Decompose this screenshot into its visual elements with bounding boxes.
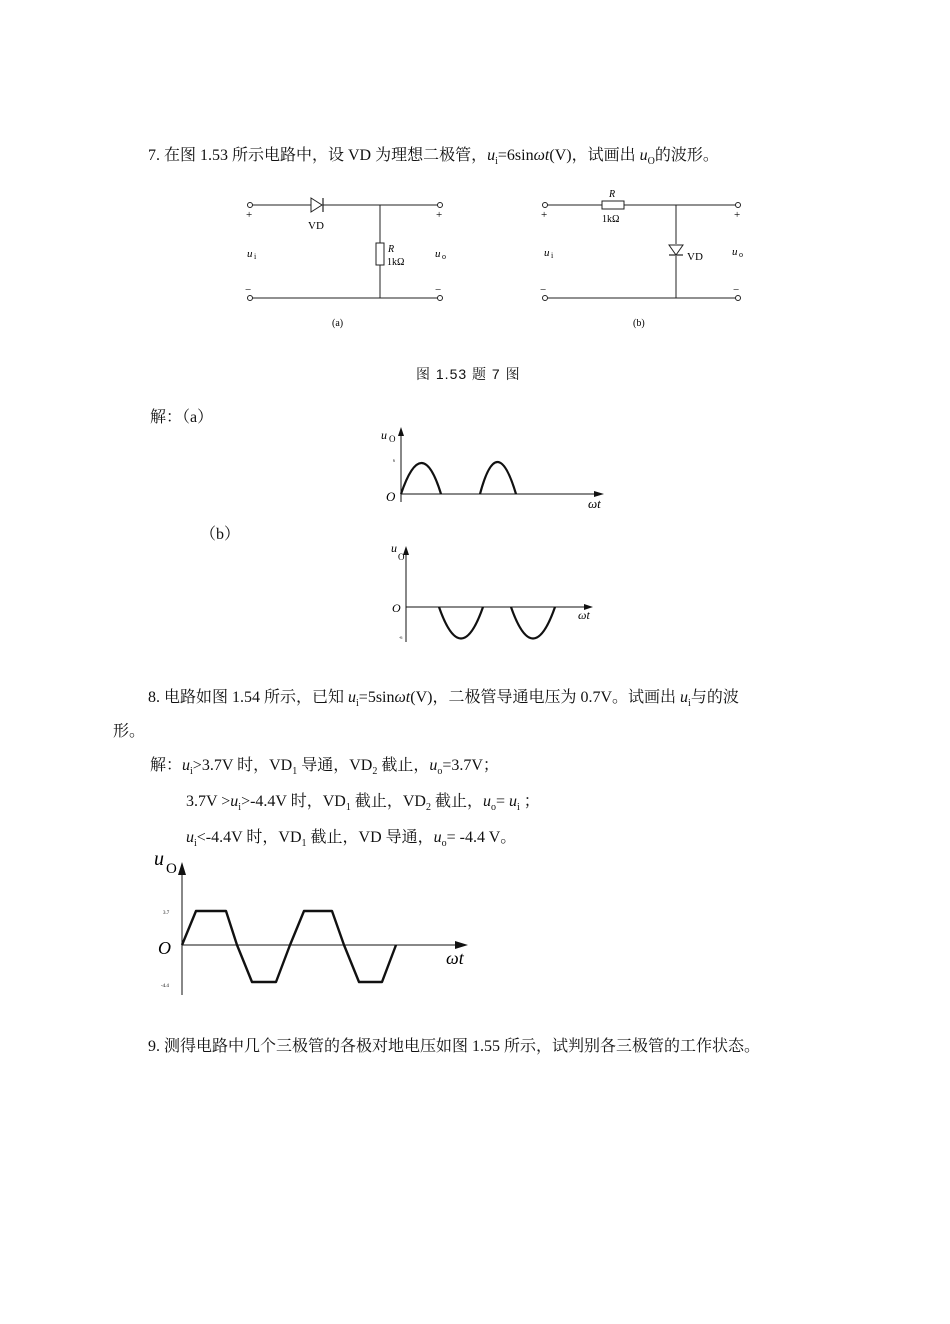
waveform-b — [383, 540, 605, 645]
diode-label: VD — [308, 220, 324, 232]
waveform-a — [378, 424, 610, 514]
terminal — [543, 203, 548, 208]
diode-symbol — [669, 245, 683, 255]
y-axis-label: u — [154, 848, 164, 870]
subfigure-caption: (a) — [332, 318, 344, 329]
y-tick-label: -6 — [399, 635, 403, 640]
y-axis-label: u — [391, 541, 397, 555]
plus-sign: + — [541, 209, 548, 221]
solution-8-line-3: $u_i<-4.4V$ 时，$VD_1$ 截止，VD 导通，$u_o= -4.4$ V。 — [186, 829, 517, 850]
figure-caption: 图 1.53 题 7 图 — [416, 366, 521, 382]
svg-text:i: i — [254, 252, 257, 261]
minus-sign: − — [540, 284, 547, 296]
svg-text:o: o — [739, 250, 743, 259]
y-tick-label-high: 3.7 — [163, 911, 170, 916]
circuit-diagram-b — [533, 185, 758, 335]
resistor-label: R — [609, 189, 616, 200]
problem-8-continuation: 形。 — [113, 723, 146, 740]
terminal — [438, 296, 443, 301]
problem-9-statement: 9. 测得电路中几个三极管的各极对地电压如图 1.55 所示，试判别各三极管的工作状态。 — [148, 1038, 761, 1055]
diode-symbol — [311, 198, 323, 212]
problem-7-statement: 7. 在图 1.53 所示电路中，设 VD 为理想二极管，$u_i=6\sin\omega t(V)$，试画出 $u_O$的波形。 — [148, 147, 719, 168]
plus-sign: + — [436, 209, 443, 221]
y-axis-arrow — [398, 427, 404, 436]
x-axis-label: ωt — [578, 608, 590, 622]
terminal — [248, 296, 253, 301]
svg-text:i: i — [551, 251, 554, 260]
terminal — [248, 203, 253, 208]
resistor-symbol — [376, 243, 384, 265]
diode-label: VD — [687, 251, 703, 263]
svg-text:o: o — [442, 252, 446, 261]
resistor-label: R — [388, 244, 395, 255]
resistor-symbol — [602, 201, 624, 209]
svg-text:O: O — [389, 434, 396, 444]
problem-number: 8. — [148, 689, 160, 706]
origin-label: O — [392, 601, 401, 615]
waveform-curve — [439, 607, 555, 639]
minus-sign: − — [733, 284, 740, 296]
input-label: u — [247, 248, 253, 260]
plus-sign: + — [734, 209, 741, 221]
origin-label: O — [158, 938, 171, 958]
resistor-value: 1kΩ — [387, 257, 405, 268]
y-axis-label: u — [381, 428, 387, 442]
output-label: u — [435, 248, 441, 260]
minus-sign: − — [245, 284, 252, 296]
solution-label-a: 解：（a） — [150, 409, 214, 426]
waveform-curve — [182, 911, 396, 982]
solution-label-b: （b） — [200, 526, 241, 543]
terminal — [736, 296, 741, 301]
waveform-curve — [401, 462, 516, 494]
origin-label: O — [386, 489, 396, 504]
plus-sign: + — [246, 209, 253, 221]
waveform-8 — [150, 845, 480, 1000]
problem-number: 7. — [148, 147, 160, 164]
circuit-diagram-a — [235, 185, 460, 335]
minus-sign: − — [435, 284, 442, 296]
problem-8-statement: 8. 电路如图 1.54 所示，已知 $u_i=5\sin\omega t(V)$，二极管导通电压为 0.7V。试画出 $u_i$与的波 — [148, 689, 739, 710]
problem-number: 9. — [148, 1038, 160, 1055]
terminal — [438, 203, 443, 208]
y-tick-label: 6 — [393, 458, 395, 463]
y-tick-label-low: -4.4 — [161, 984, 169, 989]
x-axis-label: ωt — [446, 948, 464, 968]
terminal — [543, 296, 548, 301]
subfigure-caption: (b) — [633, 318, 645, 329]
solution-8-line-2: $3.7V >u_i>-4.4V$ 时，$VD_1$ 截止，$VD_2$ 截止，$u_o= u_i$ ； — [186, 793, 540, 814]
output-label: u — [732, 246, 738, 258]
input-label: u — [544, 247, 550, 259]
resistor-value: 1kΩ — [602, 214, 620, 225]
svg-text:O: O — [398, 552, 405, 562]
y-axis-arrow — [178, 862, 186, 875]
terminal — [736, 203, 741, 208]
solution-8-line-1: 解：$u_i>3.7V$ 时，$VD_1$ 导通，$VD_2$ 截止，$u_o=3.7V$； — [150, 757, 499, 778]
x-axis-label: ωt — [588, 496, 601, 511]
svg-text:O: O — [166, 861, 177, 877]
